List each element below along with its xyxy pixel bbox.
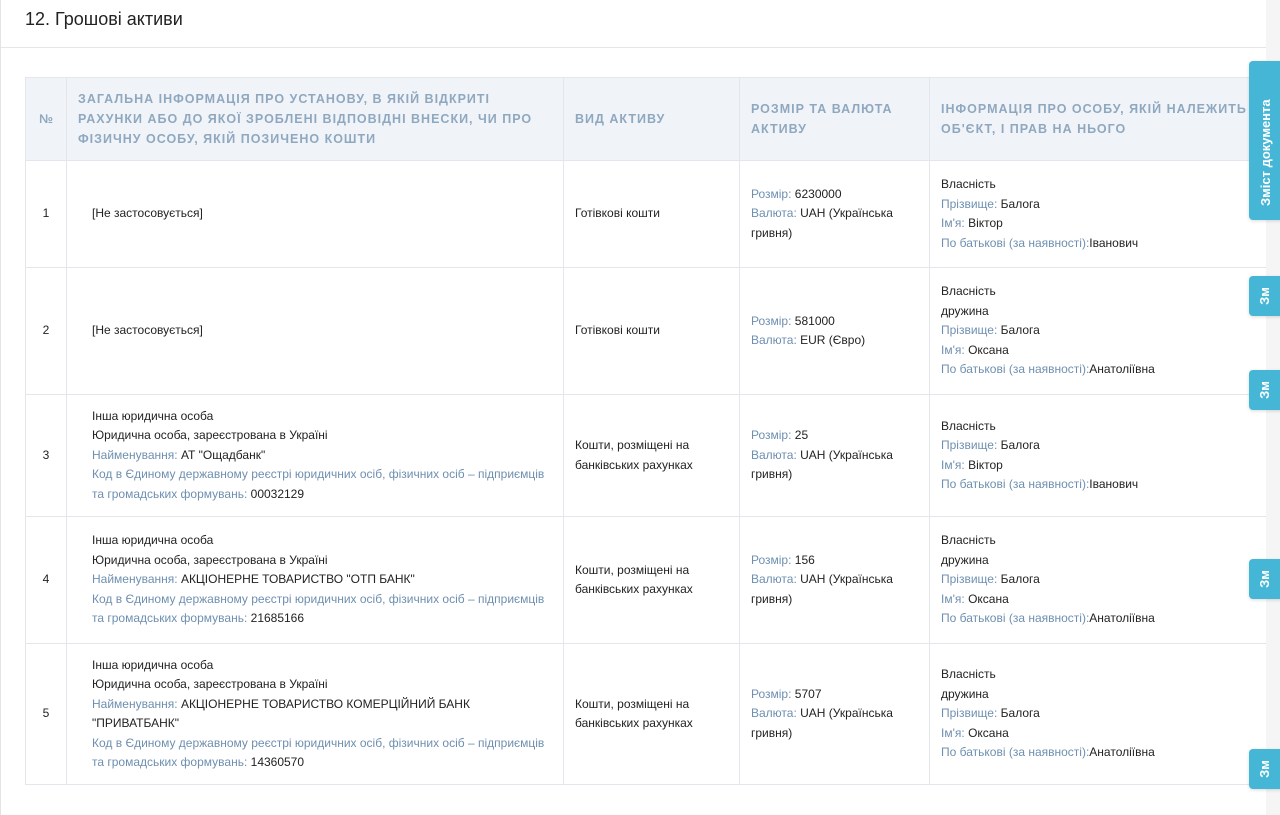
header-amount: РОЗМІР ТА ВАЛЮТА АКТИВУ xyxy=(740,78,930,161)
institution-name: АТ "Ощадбанк" xyxy=(180,447,266,462)
code-label: Код в Єдиному державному реєстрі юридичних осіб, фізичних осіб – підприємців та громадських формувань: xyxy=(92,591,545,626)
amount-cell xyxy=(740,644,930,785)
surname-label: Прізвище: xyxy=(941,196,998,211)
currency-label: Валюта: xyxy=(751,333,797,347)
institution-name: АКЦІОНЕРНЕ ТОВАРИСТВО КОМЕРЦІЙНИЙ БАНК "ПРИВАТБАНК" xyxy=(92,696,470,730)
patronymic-value: Іванович xyxy=(1089,477,1139,491)
size-label: Розмір: xyxy=(751,186,792,201)
table-header-row xyxy=(26,78,1268,161)
size-value: 25 xyxy=(794,428,809,443)
side-tab-label: Зм xyxy=(1257,287,1272,305)
side-tab-3[interactable] xyxy=(1249,370,1280,410)
size-label: Розмір: xyxy=(751,313,792,328)
owner-cell xyxy=(930,161,1268,268)
amount-cell xyxy=(740,395,930,517)
entity-registration: Юридична особа, зареєстрована в Україні xyxy=(92,677,328,691)
size-value: 581000 xyxy=(794,313,835,328)
relation: дружина xyxy=(941,686,989,701)
row-number: 1 xyxy=(26,161,67,268)
owner-cell xyxy=(930,395,1268,517)
row-number: 5 xyxy=(26,644,67,785)
asset-type-cell: Кошти, розміщені на банківських рахунках xyxy=(564,644,740,785)
currency-value: UAH (Українська гривня) xyxy=(751,706,893,740)
surname-value: Балога xyxy=(1000,572,1040,587)
surname-value: Балога xyxy=(1000,196,1040,211)
not-applicable: [Не застосовується] xyxy=(92,323,203,338)
patronymic-label: По батькові (за наявності): xyxy=(941,477,1090,491)
section-title: 12. Грошові активи xyxy=(25,9,183,29)
firstname-value: Оксана xyxy=(968,725,1009,740)
name-label: Найменування: xyxy=(92,696,178,711)
size-value: 5707 xyxy=(794,686,822,701)
institution-cell xyxy=(67,268,564,395)
currency-value: UAH (Українська гривня) xyxy=(751,206,893,240)
institution-name: АКЦІОНЕРНЕ ТОВАРИСТВО "ОТП БАНК" xyxy=(180,572,415,587)
side-tab-5[interactable] xyxy=(1249,749,1280,789)
table-row xyxy=(26,268,1268,395)
header-owner: ІНФОРМАЦІЯ ПРО ОСОБУ, ЯКІЙ НАЛЕЖИТЬ ОБ'ЄКТ, І ПРАВ НА НЬОГО xyxy=(930,78,1268,161)
entity-registration: Юридична особа, зареєстрована в Україні xyxy=(92,428,328,443)
side-tab-label: Зм xyxy=(1257,381,1272,399)
relation: дружина xyxy=(941,552,989,567)
currency-value: UAH (Українська гривня) xyxy=(751,572,893,606)
table-row xyxy=(26,644,1268,785)
table-row xyxy=(26,395,1268,517)
size-label: Розмір: xyxy=(751,428,792,443)
owner-cell xyxy=(930,517,1268,644)
patronymic-value: Анатоліївна xyxy=(1089,745,1155,760)
table-row xyxy=(26,517,1268,644)
surname-label: Прізвище: xyxy=(941,706,998,721)
surname-value: Балога xyxy=(1000,706,1040,721)
institution-cell xyxy=(67,395,564,517)
surname-label: Прізвище: xyxy=(941,572,998,587)
size-label: Розмір: xyxy=(751,686,792,701)
institution-code: 00032129 xyxy=(250,486,305,501)
size-label: Розмір: xyxy=(751,552,792,567)
ownership-right: Власність xyxy=(941,667,996,682)
code-label: Код в Єдиному державному реєстрі юридичних осіб, фізичних осіб – підприємців та громадських формувань: xyxy=(92,735,545,769)
patronymic-label: По батькові (за наявності): xyxy=(941,611,1090,626)
patronymic-label: По батькові (за наявності): xyxy=(941,362,1090,377)
header-asset-type: ВИД АКТИВУ xyxy=(564,78,740,161)
document-contents-tab[interactable] xyxy=(1249,61,1280,220)
ownership-right: Власність xyxy=(941,533,996,548)
size-value: 6230000 xyxy=(794,186,842,201)
currency-label: Валюта: xyxy=(751,706,797,721)
not-applicable: [Не застосовується] xyxy=(92,206,203,221)
name-label: Найменування: xyxy=(92,572,178,587)
row-number: 4 xyxy=(26,517,67,644)
code-label: Код в Єдиному державному реєстрі юридичних осіб, фізичних осіб – підприємців та громадських формувань: xyxy=(92,467,545,501)
institution-code: 21685166 xyxy=(250,611,305,626)
patronymic-value: Анатоліївна xyxy=(1089,611,1155,626)
document-contents-label: Зміст документа xyxy=(1258,99,1273,206)
currency-value: UAH (Українська гривня) xyxy=(751,447,893,482)
asset-type-cell: Кошти, розміщені на банківських рахунках xyxy=(564,517,740,644)
patronymic-value: Іванович xyxy=(1089,235,1139,250)
firstname-value: Віктор xyxy=(968,457,1003,472)
asset-type-cell: Готівкові кошти xyxy=(564,161,740,268)
ownership-right: Власність xyxy=(941,284,996,299)
cash-assets-table xyxy=(25,77,1268,785)
relation: дружина xyxy=(941,303,989,318)
firstname-label: Ім'я: xyxy=(941,342,965,357)
firstname-label: Ім'я: xyxy=(941,725,965,740)
side-tab-label: Зм xyxy=(1257,760,1272,778)
firstname-value: Оксана xyxy=(968,591,1009,606)
patronymic-value: Анатоліївна xyxy=(1089,362,1155,377)
currency-label: Валюта: xyxy=(751,572,797,587)
ownership-right: Власність xyxy=(941,418,996,433)
currency-label: Валюта: xyxy=(751,206,797,221)
amount-cell xyxy=(740,161,930,268)
side-tab-2[interactable] xyxy=(1249,276,1280,316)
surname-label: Прізвище: xyxy=(941,323,998,338)
currency-label: Валюта: xyxy=(751,447,797,462)
name-label: Найменування: xyxy=(92,447,178,462)
entity-registration: Юридична особа, зареєстрована в Україні xyxy=(92,552,328,567)
amount-cell xyxy=(740,517,930,644)
section-header xyxy=(1,0,1267,48)
entity-type: Інша юридична особа xyxy=(92,657,214,672)
table-row xyxy=(26,161,1268,268)
entity-type: Інша юридична особа xyxy=(92,533,214,548)
side-tab-4[interactable] xyxy=(1249,559,1280,599)
institution-cell xyxy=(67,161,564,268)
header-institution: ЗАГАЛЬНА ІНФОРМАЦІЯ ПРО УСТАНОВУ, В ЯКІЙ ВІДКРИТІ РАХУНКИ АБО ДО ЯКОЇ ЗРОБЛЕНІ ВІДПОВІДНІ ВНЕСКИ, ЧИ ПРО ФІЗИЧНУ ОСОБУ, ЯКІЙ ПОЗИЧЕНО КОШТИ xyxy=(67,78,564,161)
institution-cell xyxy=(67,517,564,644)
firstname-value: Віктор xyxy=(968,216,1003,230)
owner-cell xyxy=(930,644,1268,785)
asset-type-cell: Кошти, розміщені на банківських рахунках xyxy=(564,395,740,517)
ownership-right: Власність xyxy=(941,177,996,191)
firstname-label: Ім'я: xyxy=(941,591,965,606)
institution-cell xyxy=(67,644,564,785)
firstname-label: Ім'я: xyxy=(941,457,965,472)
surname-value: Балога xyxy=(1000,323,1040,338)
size-value: 156 xyxy=(794,552,815,567)
patronymic-label: По батькові (за наявності): xyxy=(941,235,1090,250)
patronymic-label: По батькові (за наявності): xyxy=(941,745,1090,760)
owner-cell xyxy=(930,268,1268,395)
entity-type: Інша юридична особа xyxy=(92,408,214,423)
surname-label: Прізвище: xyxy=(941,438,998,452)
row-number: 2 xyxy=(26,268,67,395)
asset-type-cell: Готівкові кошти xyxy=(564,268,740,395)
surname-value: Балога xyxy=(1000,438,1040,452)
firstname-label: Ім'я: xyxy=(941,216,965,230)
side-tab-label: Зм xyxy=(1257,570,1272,588)
firstname-value: Оксана xyxy=(968,342,1009,357)
header-number: № xyxy=(26,78,67,161)
amount-cell xyxy=(740,268,930,395)
institution-code: 14360570 xyxy=(250,755,305,769)
row-number: 3 xyxy=(26,395,67,517)
currency-value: EUR (Євро) xyxy=(800,333,866,347)
